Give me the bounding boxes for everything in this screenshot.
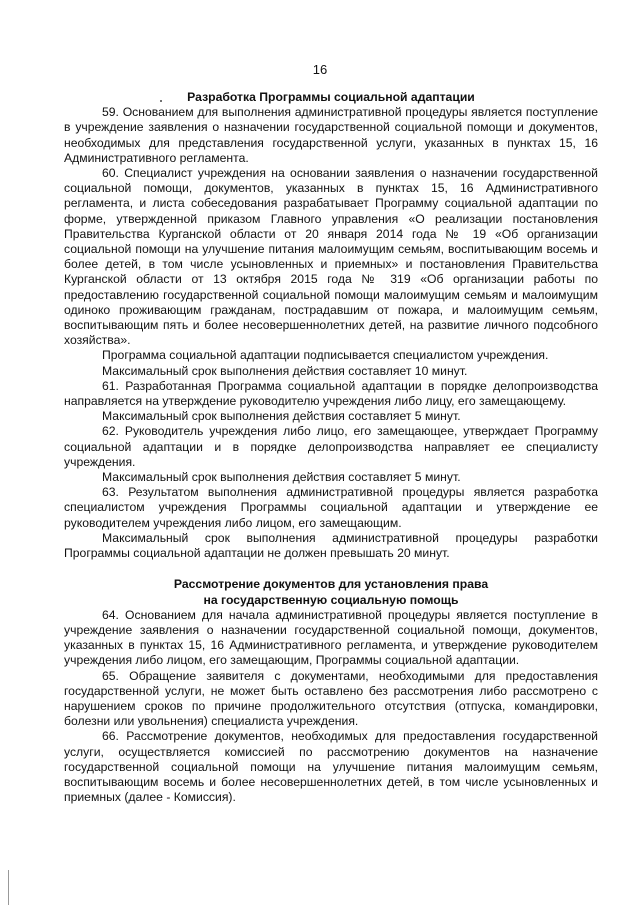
- paragraph-62: 62. Руководитель учреждения либо лицо, его замещающее, утверждает Программу социальной адаптации и в порядке делопроизводства направляет ее специалисту учреждения.: [64, 424, 598, 469]
- scan-edge-mark: [8, 870, 9, 905]
- paragraph-time-5b: Максимальный срок выполнения действия составляет 5 минут.: [102, 470, 461, 485]
- section-title-review-line2: на государственную социальную помощь: [203, 592, 459, 607]
- paragraph-63: 63. Результатом выполнения административной процедуры является разработка специалистом учреждения Программы социальной адаптации и утверждение ее руководителем учреждения либо лицом, его замещающим.: [64, 485, 598, 530]
- paragraph-66: 66. Рассмотрение документов, необходимых для предоставления государственной услуги, осуществляется комиссией по рассмотрению документов на назначение государственной социальной помощи на улучшение питания малоимущим семьям, воспитывающим восемь и более несовершеннолетних детей, в том числе усыновленных и приемных (далее - Комиссия).: [64, 729, 598, 805]
- paragraph-time-20: Максимальный срок выполнения административной процедуры разработки Программы социальной адаптации не должен превышать 20 минут.: [64, 530, 598, 561]
- section-title-program: Разработка Программы социальной адаптации: [187, 90, 475, 104]
- paragraph-64: 64. Основанием для начала административной процедуры является поступление в учреждение заявления о назначении государственной социальной помощи, документов, указанных в пунктах 15, 16 Административного регламента, и утверждение руководителем учреждения либо лицом, его замещающим, Программы социальной адаптации.: [64, 607, 598, 668]
- paragraph-signature: Программа социальной адаптации подписывается специалистом учреждения.: [102, 348, 549, 363]
- paragraph-65: 65. Обращение заявителя с документами, необходимыми для предоставления государственной услуги, не может быть оставлено без рассмотрения либо рассмотрено с нарушением сроков по причине продолжительного отсутствия (отпуска, командировки, болезни или увольнения) специалиста учреждения.: [64, 668, 598, 729]
- section-title-review-line1: Рассмотрение документов для установления права: [173, 577, 489, 592]
- paragraph-59: 59. Основанием для выполнения административной процедуры является поступление в учреждение заявления о назначении государственной социальной помощи и документов, необходимых для представления государственной услуги, указанных в пунктах 15, 16 Административного регламента.: [64, 105, 598, 165]
- document-body: [64, 90, 598, 805]
- paragraph-time-5a: Максимальный срок выполнения действия составляет 5 минут.: [102, 409, 461, 424]
- paragraph-60: 60. Специалист учреждения на основании заявления о назначении государственной социальной помощи, документов, указанных в пунктах 15, 16 Административного регламента, и листа собеседования разрабатывает Программу социальной адаптации по форме, утвержденной приказом Главного управления «О реализации постановления Правительства Курганской области от 20 января 2014 года № 19 «Об организации социальной помощи на улучшение питания малоимущим семьям, воспитывающим восемь и более детей, в том числе усыновленных и приемных» и постановления Правительства Курганской области от 13 октября 2015 года № 319 «Об организации работы по предоставлению государственной социальной помощи малоимущим семьям и малоимущим одиноко проживающим гражданам, пострадавшим от пожара, и малоимущим семьям, воспитывающим пять и более несовершеннолетних детей, на развитие личного подсобного хозяйства».: [64, 166, 598, 348]
- paragraph-61: 61. Разработанная Программа социальной адаптации в порядке делопроизводства направляется на утверждение руководителю учреждения либо лицу, его замещающему.: [64, 378, 598, 409]
- paragraph-time-10: Максимальный срок выполнения действия составляет 10 минут.: [102, 363, 468, 378]
- page-number: 16: [312, 62, 328, 77]
